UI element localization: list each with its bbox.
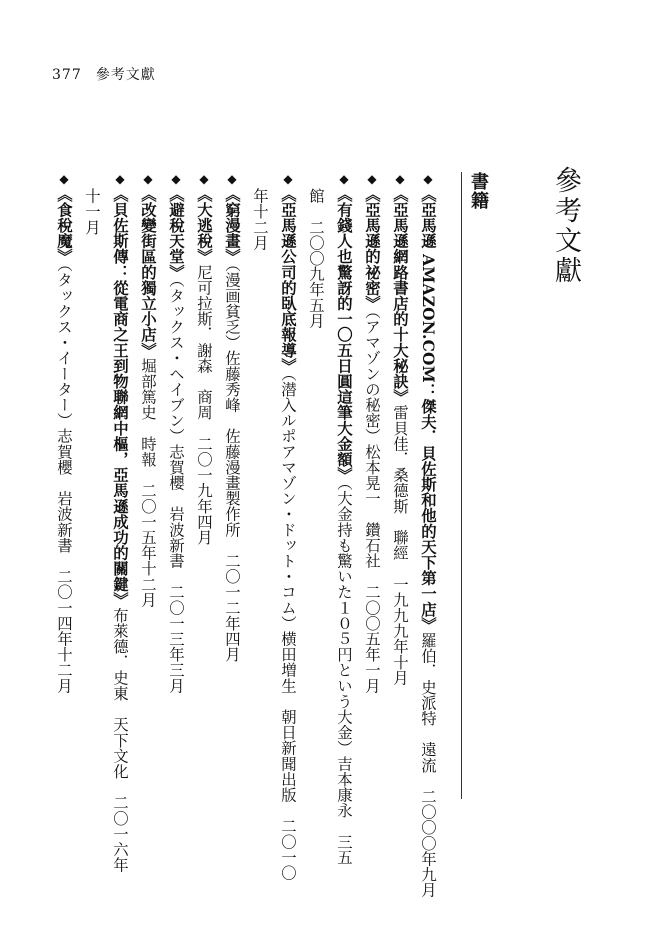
- book-details: 堀部篤史 時報 二〇一五年十二月: [139, 357, 157, 608]
- book-title: 《亞馬遜的祕密》: [363, 186, 381, 312]
- running-head: [52, 64, 156, 84]
- bullet-icon: ◆: [113, 172, 127, 187]
- book-title: 《食稅魔》: [55, 186, 73, 265]
- book-details: （漫画貧乏）佐藤秀峰 佐藤漫畫製作所 二〇一二年四月: [223, 264, 241, 663]
- page-number: 377: [52, 67, 82, 83]
- bullet-icon: ◆: [197, 172, 211, 187]
- list-item-continuation: 十一月: [83, 188, 101, 235]
- book-details: 羅伯．史派特 遠流 二〇〇〇年九月: [419, 632, 437, 898]
- book-details: 尼可拉斯．謝森 商周 二〇一九年四月: [195, 264, 213, 546]
- bullet-icon: ◆: [337, 172, 351, 187]
- book-details: （潜入ルポアマゾン・ドット・コム）横田増生 朝日新聞出版 二〇一〇: [279, 373, 297, 881]
- book-details: （タックス・イーター）志賀櫻 岩波新書 二〇一四年十二月: [55, 264, 73, 694]
- bullet-icon: ◆: [421, 172, 435, 187]
- section-heading: 書籍: [468, 172, 489, 210]
- book-details: （タックス・ヘイブン）志賀櫻 岩波新書 二〇一三年三月: [167, 279, 185, 694]
- book-title: 《亞馬遜網路書店的十大秘訣》: [391, 186, 409, 405]
- section-divider: [461, 172, 462, 799]
- list-item: [386, 172, 414, 685]
- list-item-continuation: 年十二月: [251, 188, 269, 251]
- book-title: 《亞馬遜 AMAZON.COM：傑夫．貝佐斯和他的天下第一店》: [419, 186, 437, 633]
- list-item: [190, 172, 218, 545]
- list-item: [330, 172, 358, 865]
- bullet-icon: ◆: [57, 172, 71, 187]
- book-details: （アマゾンの秘密）松本晃一 鑽石社 二〇〇五年一月: [363, 311, 381, 694]
- book-title: 《有錢人也驚訝的一〇五日圓這筆大金額》: [335, 186, 353, 483]
- book-title: 《亞馬遜公司的臥底報導》: [279, 186, 297, 374]
- book-title: 《大逃稅》: [195, 186, 213, 265]
- list-item: [50, 172, 78, 693]
- book-title: 《貝佐斯傳：從電商之王到物聯網中樞，亞馬遜成功的關鍵》: [111, 186, 129, 608]
- list-item: [414, 172, 442, 898]
- list-item: [358, 172, 386, 693]
- book-details: （大金持も驚いた１０５円という大金）吉本康永 三五: [335, 482, 353, 865]
- bullet-icon: ◆: [393, 172, 407, 187]
- book-title: 《窮漫畫》: [223, 186, 241, 265]
- list-item: [162, 172, 190, 693]
- bullet-icon: ◆: [141, 172, 155, 187]
- chapter-title: 參考文獻: [550, 166, 581, 286]
- bullet-icon: ◆: [169, 172, 183, 187]
- book-details: 雷貝佳．桑德斯 聯經 一九九九年十月: [391, 404, 409, 686]
- list-item: [274, 172, 302, 881]
- list-item-continuation: 館 二〇〇九年五月: [307, 188, 325, 329]
- running-head-title: 參考文獻: [95, 67, 156, 83]
- book-title: 《避稅天堂》: [167, 186, 185, 280]
- bullet-icon: ◆: [225, 172, 239, 187]
- book-title: 《改變街區的獨立小店》: [139, 186, 157, 358]
- bullet-icon: ◆: [365, 172, 379, 187]
- bullet-icon: ◆: [281, 172, 295, 187]
- list-item: [106, 172, 134, 873]
- list-item: [134, 172, 162, 607]
- list-item: [218, 172, 246, 662]
- book-details: 布萊德．史東 天下文化 二〇一六年: [111, 607, 129, 873]
